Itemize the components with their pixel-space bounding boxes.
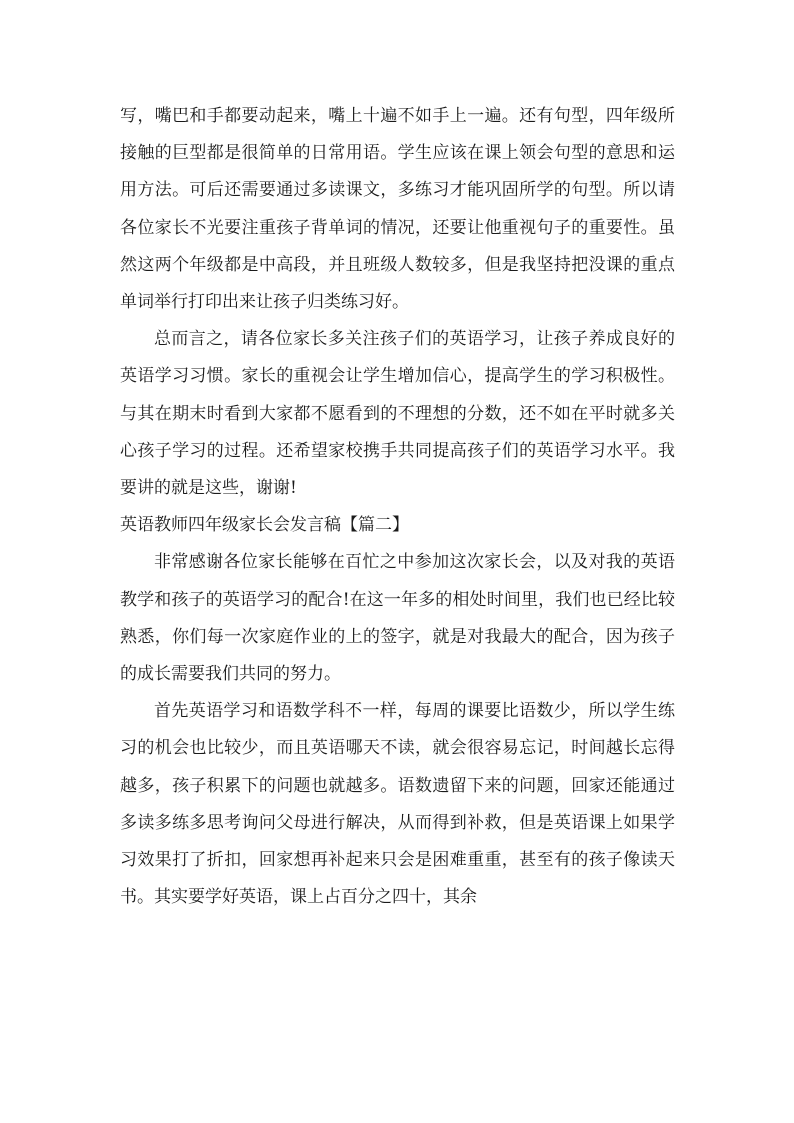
paragraph-continued: 写，嘴巴和手都要动起来，嘴上十遍不如手上一遍。还有句型，四年级所接触的巨型都是很简单的日常用语。学生应该在课上领会句型的意思和运用方法。可后还需要通过多读课文，多练习才能巩固所学的句型。所以请各位家长不光要注重孩子背单词的情况，还要让他重视句子的重要性。虽然这两个年级都是中高段，并且班级人数较多，但是我坚持把没课的重点单词举行打印出来让孩子归类练习好。 — [120, 106, 675, 313]
paragraph-summary: 总而言之，请各位家长多关注孩子们的英语学习，让孩子养成良好的英语学习习惯。家长的重视会让学生增加信心，提高学生的学习积极性。与其在期末时看到大家都不愿看到的不理想的分数，还不如在平时就多关心孩子学习的过程。还希望家校携手共同提高孩子们的英语学习水平。我要讲的就是这些，谢谢! — [120, 329, 675, 499]
paragraph-first-point: 首先英语学习和语数学科不一样，每周的课要比语数少，所以学生练习的机会也比较少，而且英语哪天不读，就会很容易忘记，时间越长忘得越多，孩子积累下的问题也就越多。语数遗留下来的问题，回家还能通过多读多练多思考询问父母进行解决，从而得到补救，但是英语课上如果学习效果打了折扣，回家想再补起来只会是困难重重，甚至有的孩子像读天书。其实要学好英语，课上占百分之四十，其余 — [120, 701, 675, 908]
section-title: 英语教师四年级家长会发言稿【篇二】 — [120, 515, 409, 536]
paragraph-thanks: 非常感谢各位家长能够在百忙之中参加这次家长会，以及对我的英语教学和孩子的英语学习的配合!在这一年多的相处时间里，我们也已经比较熟悉，你们每一次家庭作业的上的签字，就是对我最大的配合，因为孩子的成长需要我们共同的努力。 — [120, 552, 675, 685]
document-body — [120, 98, 675, 916]
